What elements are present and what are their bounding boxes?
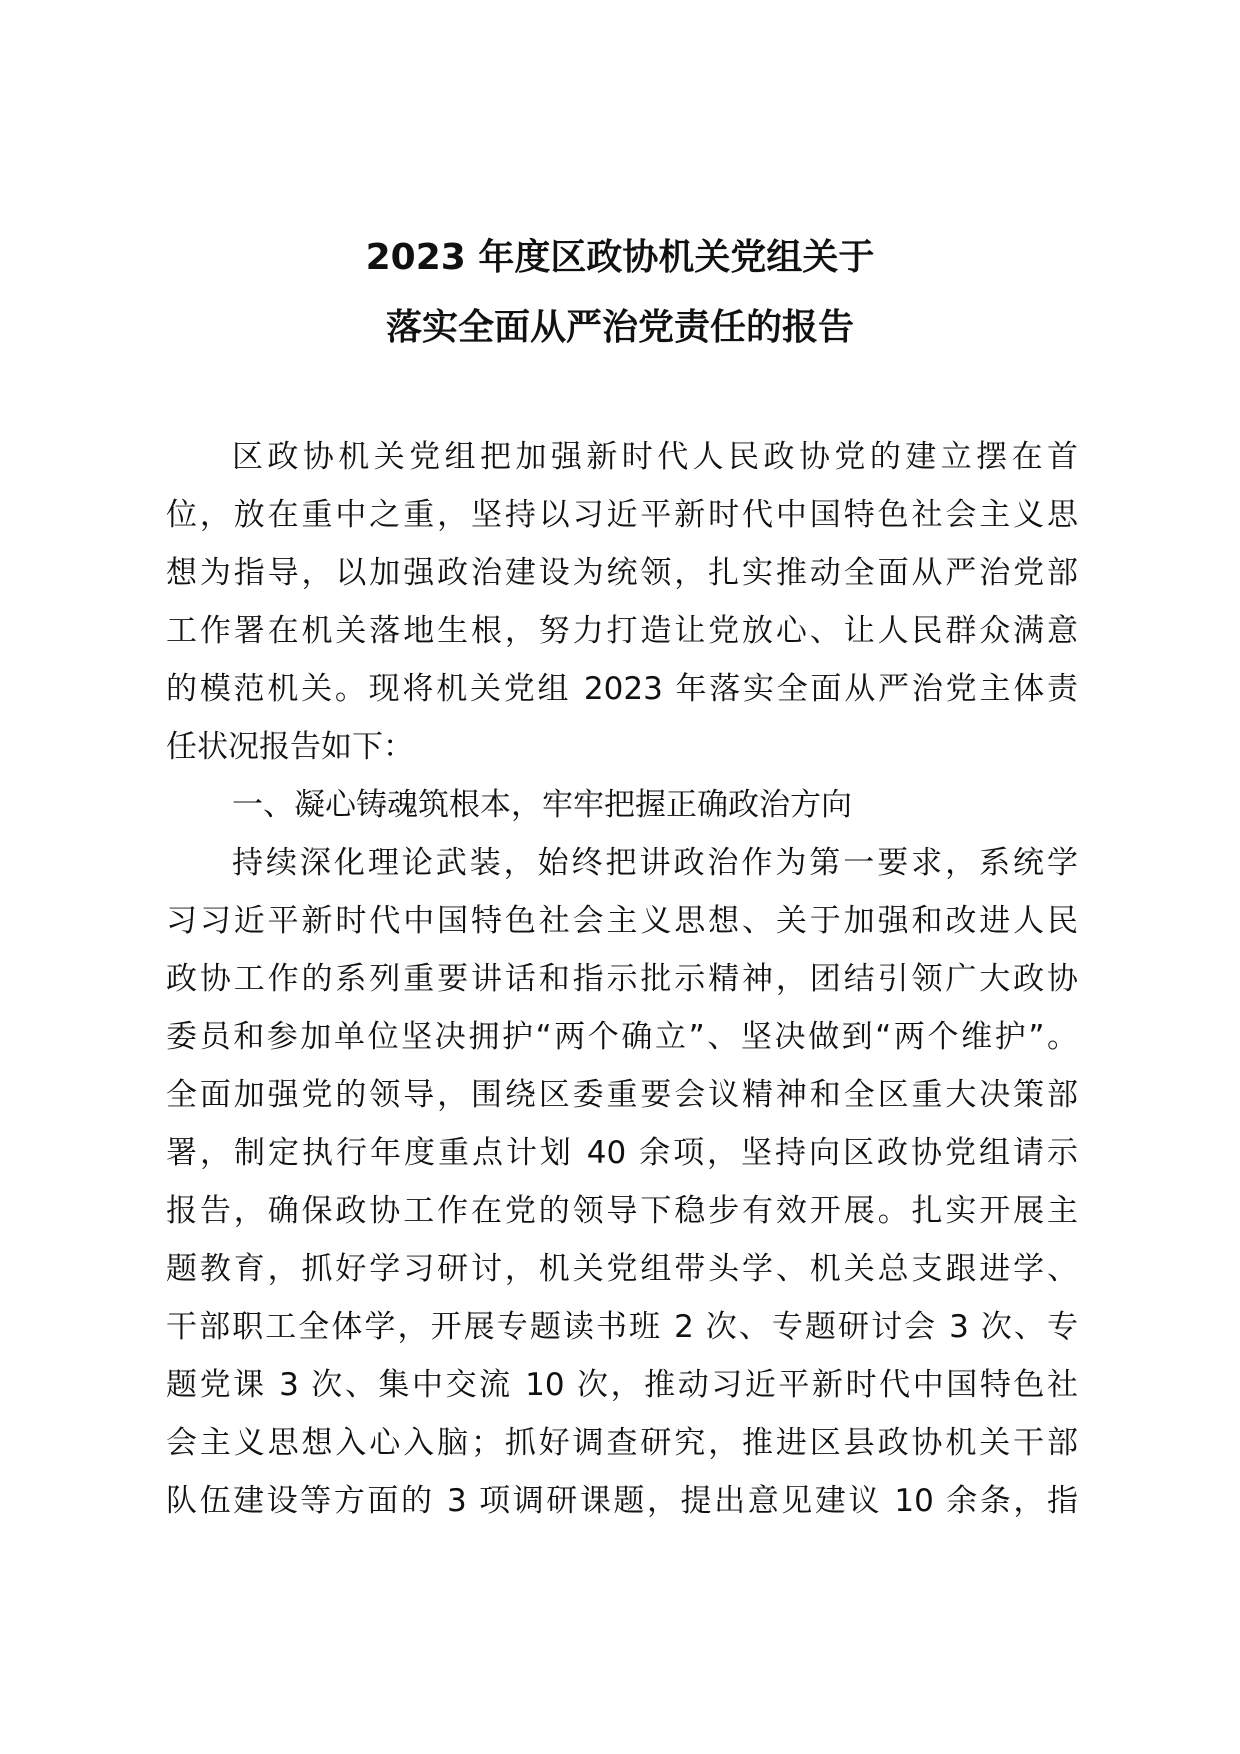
document-title-line-2: 落实全面从严治党责任的报告 <box>385 307 854 348</box>
paragraph-line: 委员和参加单位坚决拥护“两个确立”、坚决做到“两个维护”。 <box>166 1019 1078 1055</box>
paragraph-line: 的模范机关。现将机关党组 2023 年落实全面从严治党主体责 <box>166 671 1078 707</box>
paragraph-line: 题教育，抓好学习研讨，机关党组带头学、机关总支跟进学、 <box>166 1251 1078 1287</box>
paragraph-line: 习习近平新时代中国特色社会主义思想、关于加强和改进人民 <box>166 903 1078 939</box>
document-body <box>166 428 1078 1530</box>
paragraph-line: 署，制定执行年度重点计划 40 余项，坚持向区政协党组请示 <box>166 1135 1078 1171</box>
section-heading: 一、凝心铸魂筑根本，牢牢把握正确政治方向 <box>232 787 852 823</box>
paragraph-line: 会主义思想入心入脑；抓好调查研究，推进区县政协机关干部 <box>166 1425 1078 1461</box>
paragraph-line: 题党课 3 次、集中交流 10 次，推动习近平新时代中国特色社 <box>166 1367 1078 1403</box>
paragraph-line: 队伍建设等方面的 3 项调研课题，提出意见建议 10 余条，指 <box>166 1483 1078 1519</box>
paragraph-line: 干部职工全体学，开展专题读书班 2 次、专题研讨会 3 次、专 <box>166 1309 1078 1345</box>
paragraph-line: 报告，确保政协工作在党的领导下稳步有效开展。扎实开展主 <box>166 1193 1078 1229</box>
paragraph-line: 区政协机关党组把加强新时代人民政协党的建立摆在首 <box>232 439 1078 475</box>
paragraph-line: 想为指导，以加强政治建设为统领，扎实推动全面从严治党部 <box>166 555 1078 591</box>
paragraph-line: 工作署在机关落地生根，努力打造让党放心、让人民群众满意 <box>166 613 1078 649</box>
paragraph-line: 政协工作的系列重要讲话和指示批示精神，团结引领广大政协 <box>166 961 1078 997</box>
paragraph-line: 任状况报告如下： <box>166 729 414 765</box>
paragraph-line: 位，放在重中之重，坚持以习近平新时代中国特色社会主义思 <box>166 497 1078 533</box>
document-title-line-1: 2023 年度区政协机关党组关于 <box>365 237 875 278</box>
paragraph-line: 全面加强党的领导，围绕区委重要会议精神和全区重大决策部 <box>166 1077 1078 1113</box>
paragraph-line: 持续深化理论武装，始终把讲政治作为第一要求，系统学 <box>232 845 1078 881</box>
